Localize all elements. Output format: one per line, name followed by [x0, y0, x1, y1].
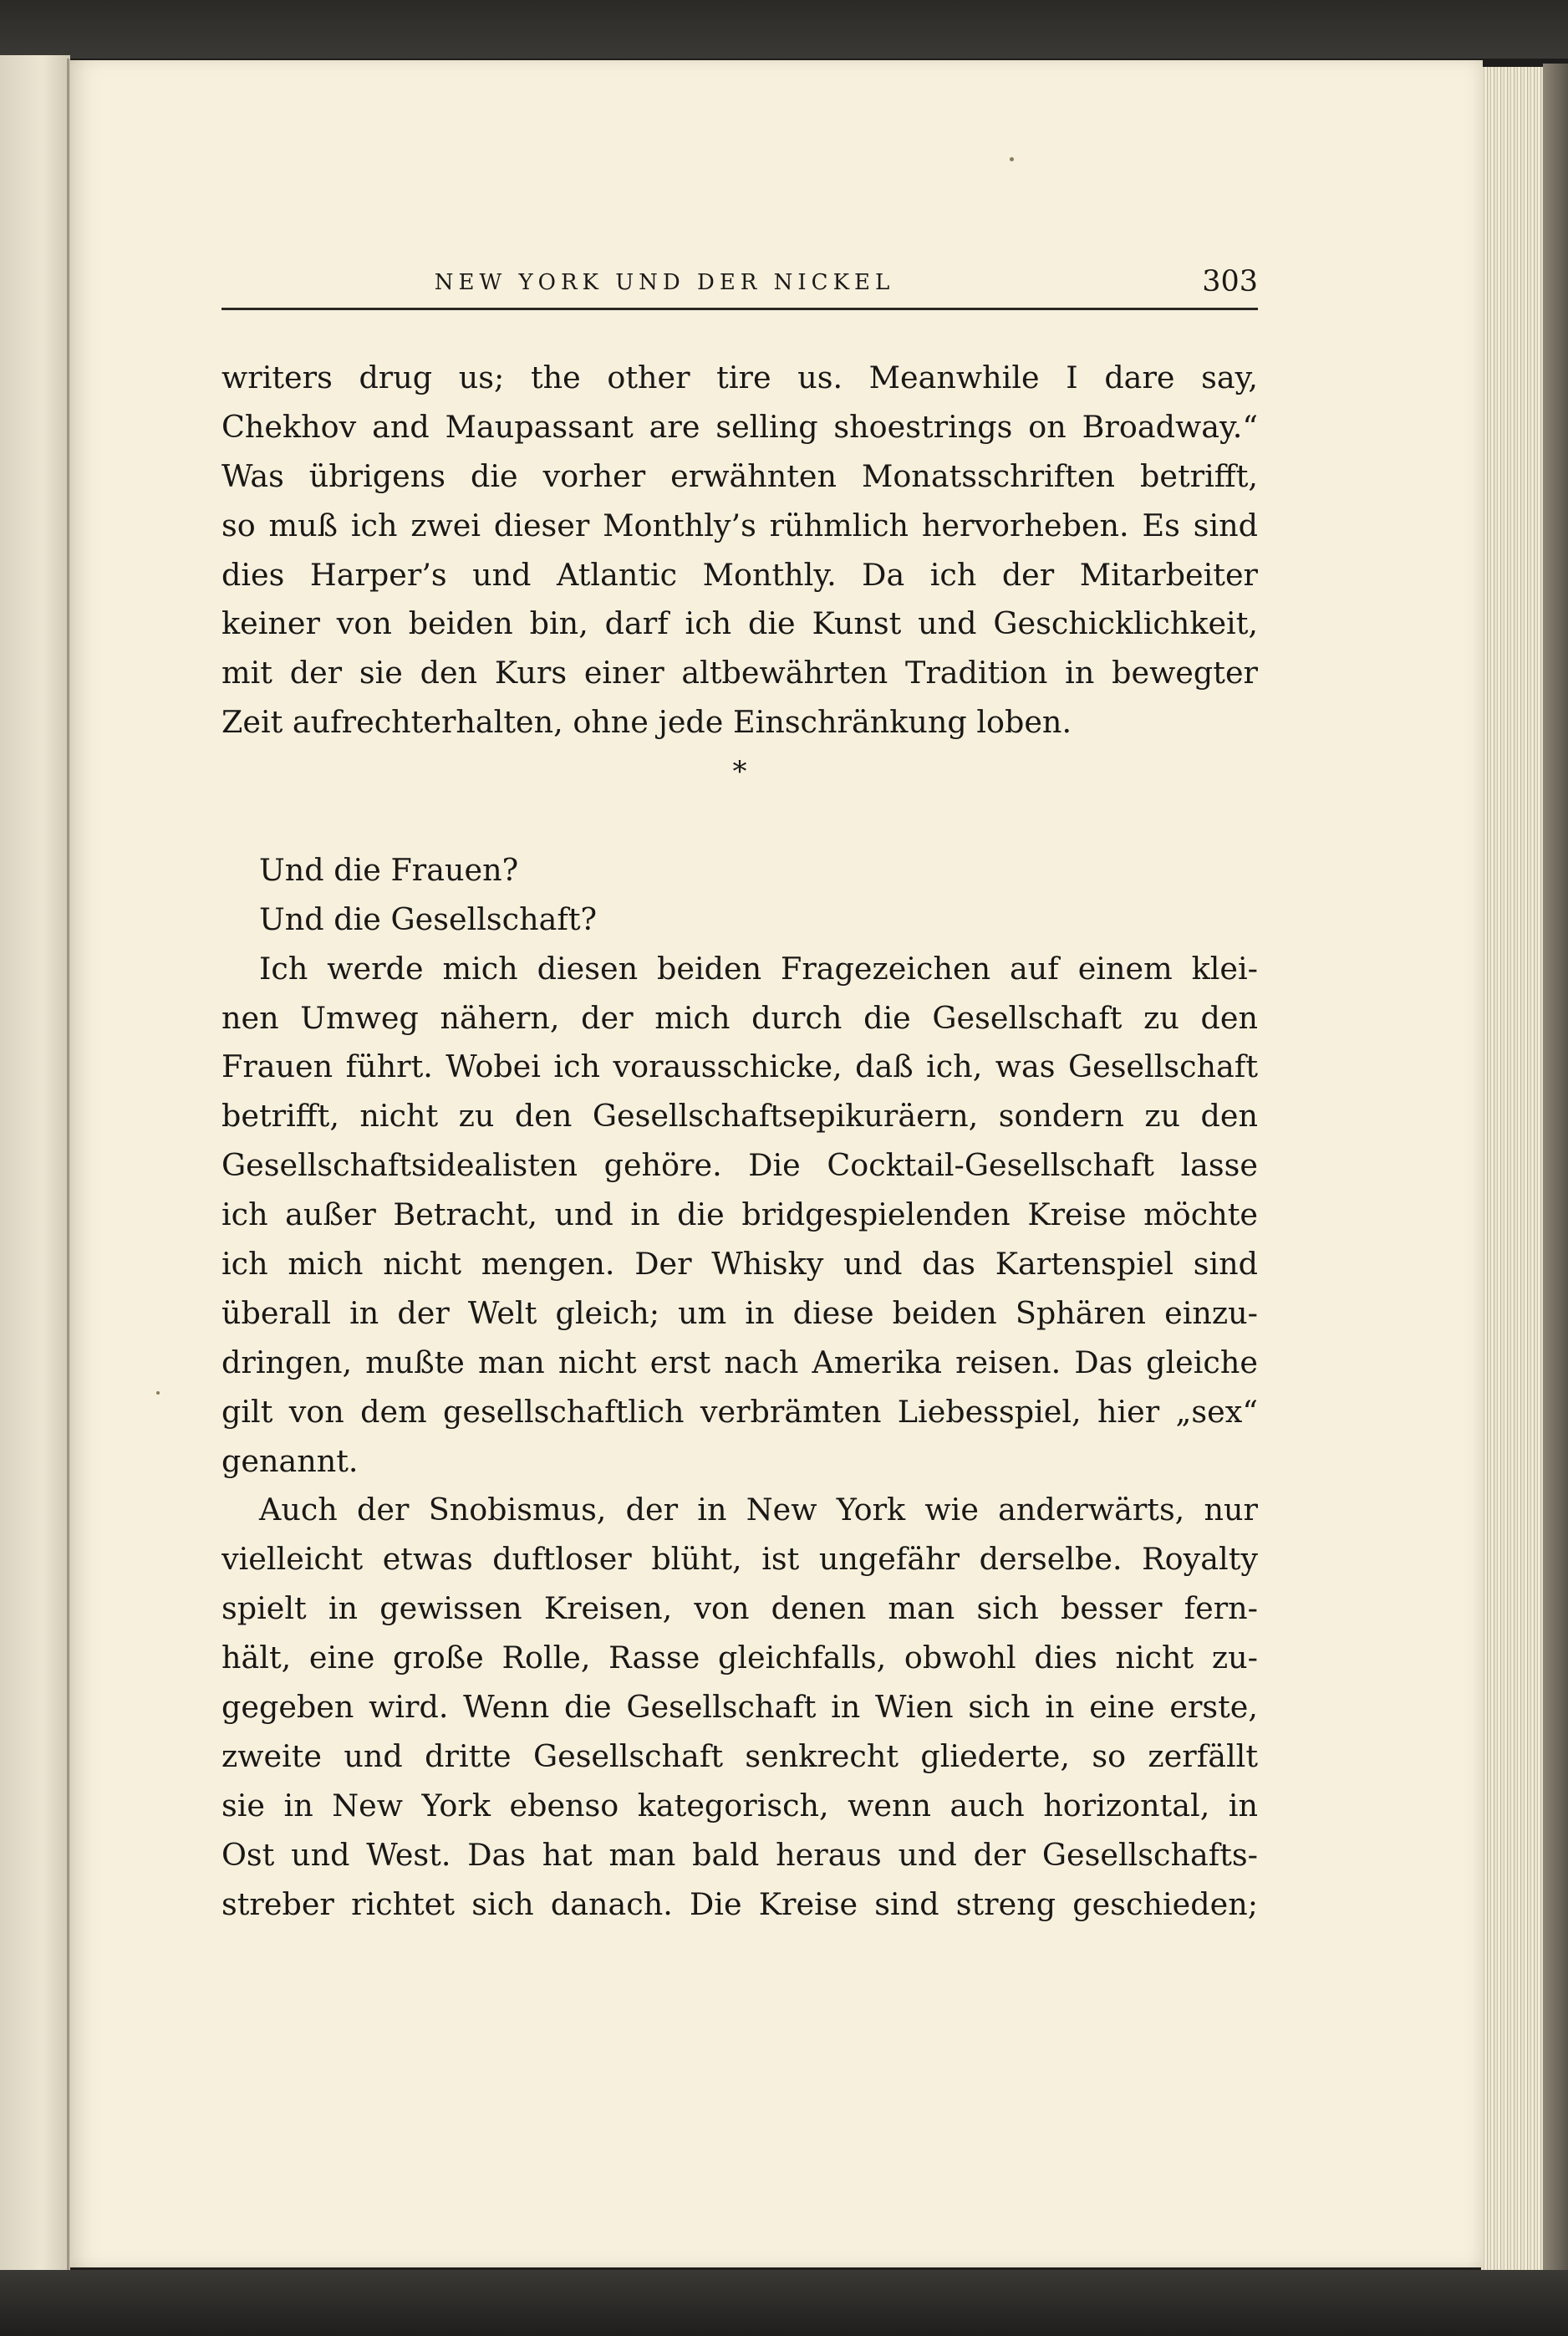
text-line: Gesellschaftsidealisten gehöre. Die Cocktail-Gesellschaft lasse [221, 1147, 1258, 1184]
text-line: Ich werde mich diesen beiden Fragezeichen auf einem klei- [259, 950, 1258, 987]
text-line: Zeit aufrechterhalten, ohne jede Einschränkung loben. [221, 704, 1072, 741]
text-line: spielt in gewissen Kreisen, von denen man sich besser fern- [221, 1590, 1258, 1627]
text-line: zweite und dritte Gesellschaft senkrecht gliederte, so zerfällt [221, 1737, 1258, 1774]
scan-top-border [0, 0, 1568, 59]
running-head-title: NEW YORK UND DER NICKEL [434, 270, 895, 295]
paper-speck [156, 1391, 160, 1395]
text-line: genannt. [221, 1442, 359, 1479]
text-line: Chekhov and Maupassant are selling shoestrings on Broadway.“ [221, 408, 1258, 445]
text-line: keiner von beiden bin, darf ich die Kunst und Geschicklichkeit, [221, 605, 1258, 642]
text-line: streber richtet sich danach. Die Kreise sind streng geschieden; [221, 1885, 1258, 1922]
running-head [221, 265, 1258, 309]
text-line: Ost und West. Das hat man bald heraus und der Gesellschafts- [221, 1836, 1258, 1873]
page-fore-edge [1481, 67, 1543, 2271]
question-line: Und die Gesellschaft? [259, 900, 598, 937]
text-line: ich mich nicht mengen. Der Whisky und das Kartenspiel sind [221, 1246, 1258, 1283]
text-line: nen Umweg nähern, der mich durch die Gesellschaft zu den [221, 999, 1258, 1036]
left-cover-board [0, 55, 70, 2275]
text-line: vielleicht etwas duftloser blüht, ist ungefähr derselbe. Royalty [221, 1541, 1258, 1578]
question-line: Und die Frauen? [259, 851, 519, 888]
header-rule [221, 308, 1258, 310]
text-line: sie in New York ebenso kategorisch, wenn auch horizontal, in [221, 1787, 1258, 1823]
right-cover-board [1543, 64, 1568, 2275]
body-text [221, 354, 1258, 1930]
text-line: mit der sie den Kurs einer altbewährten Tradition in bewegter [221, 655, 1258, 691]
text-line: überall in der Welt gleich; um in diese beiden Sphären einzu- [221, 1294, 1258, 1331]
text-line: ich außer Betracht, und in die bridgespielenden Kreise möchte [221, 1196, 1258, 1233]
scan-bottom-border [0, 2270, 1568, 2336]
text-line: gegeben wird. Wenn die Gesellschaft in Wien sich in eine erste, [221, 1689, 1258, 1726]
text-line: gilt von dem gesellschaftlich verbrämten Liebesspiel, hier „sex“ [221, 1393, 1258, 1430]
text-line: Frauen führt. Wobei ich vorausschicke, daß ich, was Gesellschaft [221, 1048, 1258, 1085]
text-line: so muß ich zwei dieser Monthly’s rühmlich hervorheben. Es sind [221, 507, 1258, 543]
text-line: writers drug us; the other tire us. Meanwhile I dare say, [221, 360, 1258, 395]
section-gap [221, 797, 1258, 846]
text-line: hält, eine große Rolle, Rasse gleichfalls, obwohl dies nicht zu- [221, 1640, 1258, 1676]
text-line: betrifft, nicht zu den Gesellschaftsepikuräern, sondern zu den [221, 1098, 1258, 1135]
text-line: Was übrigens die vorher erwähnten Monatsschriften betrifft, [221, 457, 1258, 494]
paper-speck [1010, 157, 1014, 161]
text-line: dringen, mußte man nicht erst nach Amerika reisen. Das gleiche [221, 1344, 1258, 1380]
page-number: 303 [1202, 265, 1258, 298]
text-line: Auch der Snobismus, der in New York wie anderwärts, nur [259, 1492, 1258, 1528]
book-gutter [67, 59, 69, 2274]
section-ornament: * [732, 755, 747, 789]
text-line: dies Harper’s und Atlantic Monthly. Da ich der Mitarbeiter [221, 556, 1258, 593]
